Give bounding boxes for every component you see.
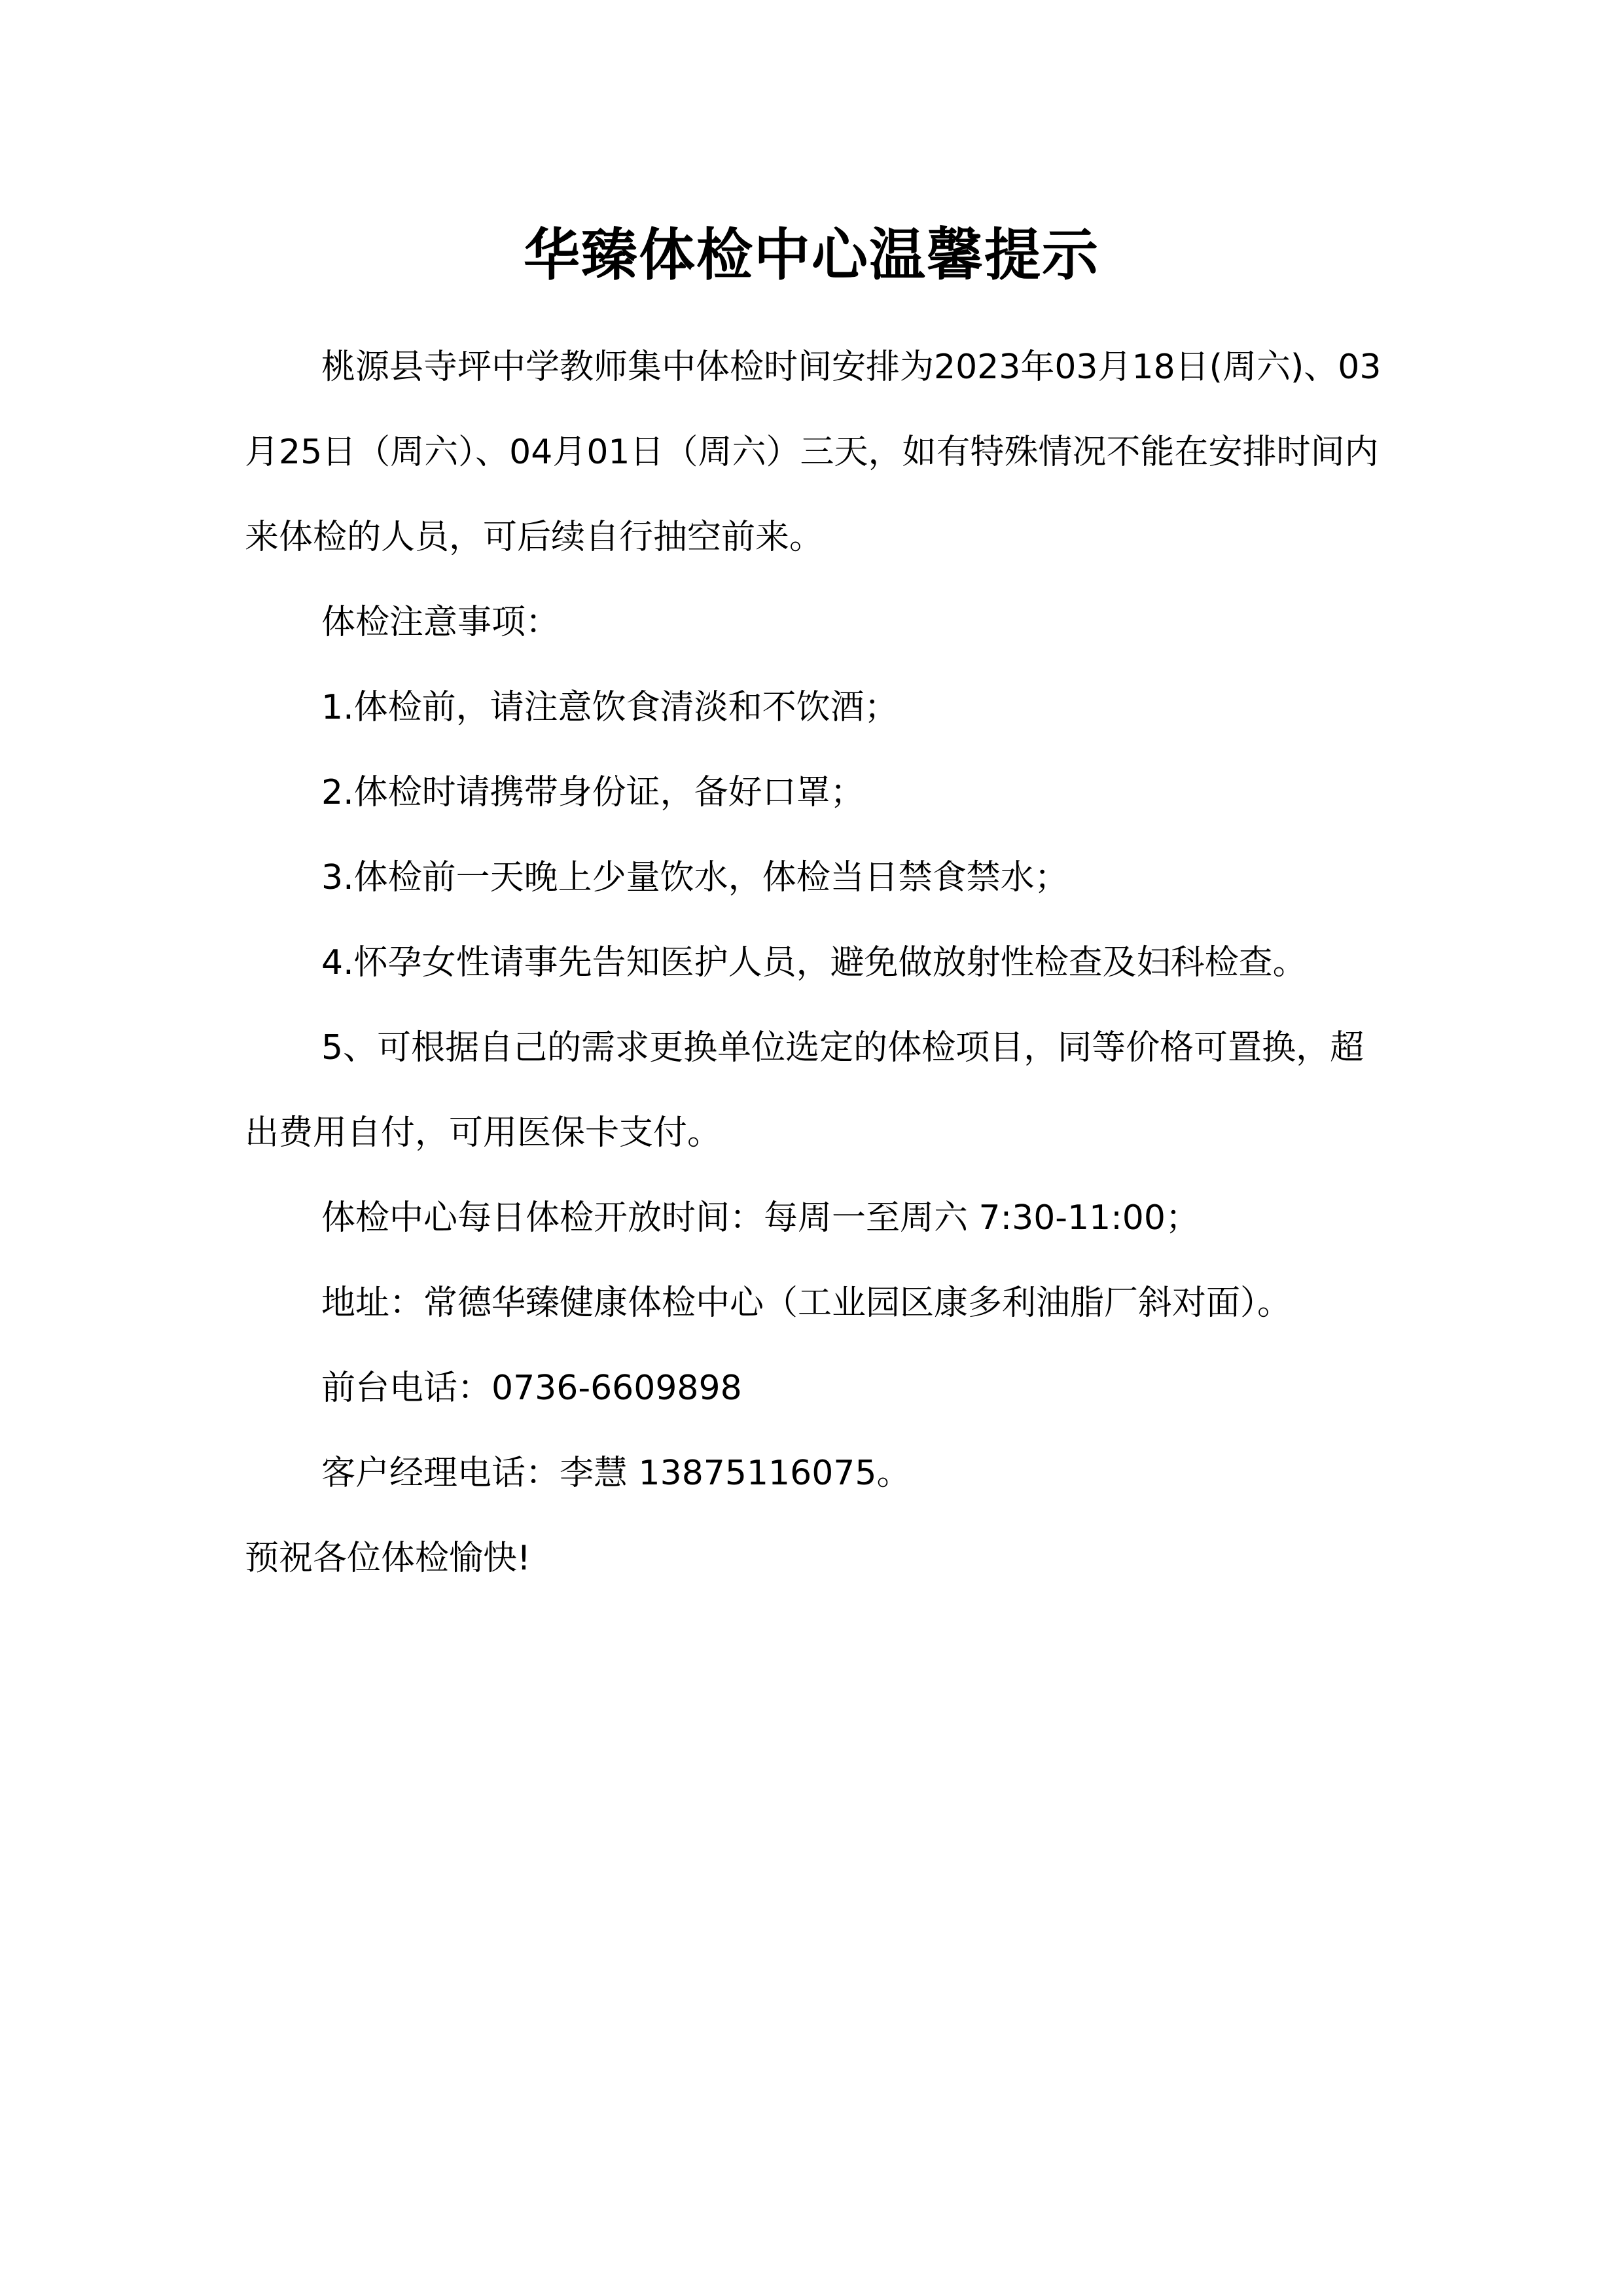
manager-phone: 客户经理电话：李慧 13875116075。 [321, 1454, 911, 1493]
note-item: 3.体检前一天晚上少量饮水，体检当日禁食禁水； [321, 858, 1069, 897]
note-item: 4.怀孕女性请事先告知医护人员，避免做放射性检查及妇科检查。 [321, 943, 1307, 982]
closing-line: 预祝各位体检愉快! [245, 1539, 531, 1578]
notes-heading: 体检注意事项： [321, 603, 560, 642]
document-title: 华臻体检中心温馨提示 [524, 222, 1099, 288]
note-item: 1.体检前，请注意饮食清淡和不饮酒； [321, 688, 899, 727]
document-body [245, 325, 1397, 1601]
note-item: 2.体检时请携带身份证，备好口罩； [321, 773, 865, 812]
intro-paragraph: 桃源县寺坪中学教师集中体检时间安排为2023年03月18日(周六)、03月25日（周六）、04月01日（周六）三天，如有特殊情况不能在安排时间内来体检的人员，可后续自行抽空前来。 [245, 348, 1382, 557]
opening-hours: 体检中心每日体检开放时间：每周一至周六 7:30-11:00； [321, 1198, 1200, 1238]
front-desk-phone: 前台电话：0736-6609898 [321, 1369, 742, 1408]
address: 地址：常德华臻健康体检中心（工业园区康多利油脂厂斜对面）。 [321, 1283, 1292, 1323]
note-item: 5、可根据自己的需求更换单位选定的体检项目，同等价格可置换，超出费用自付，可用医保卡支付。 [245, 1028, 1364, 1153]
